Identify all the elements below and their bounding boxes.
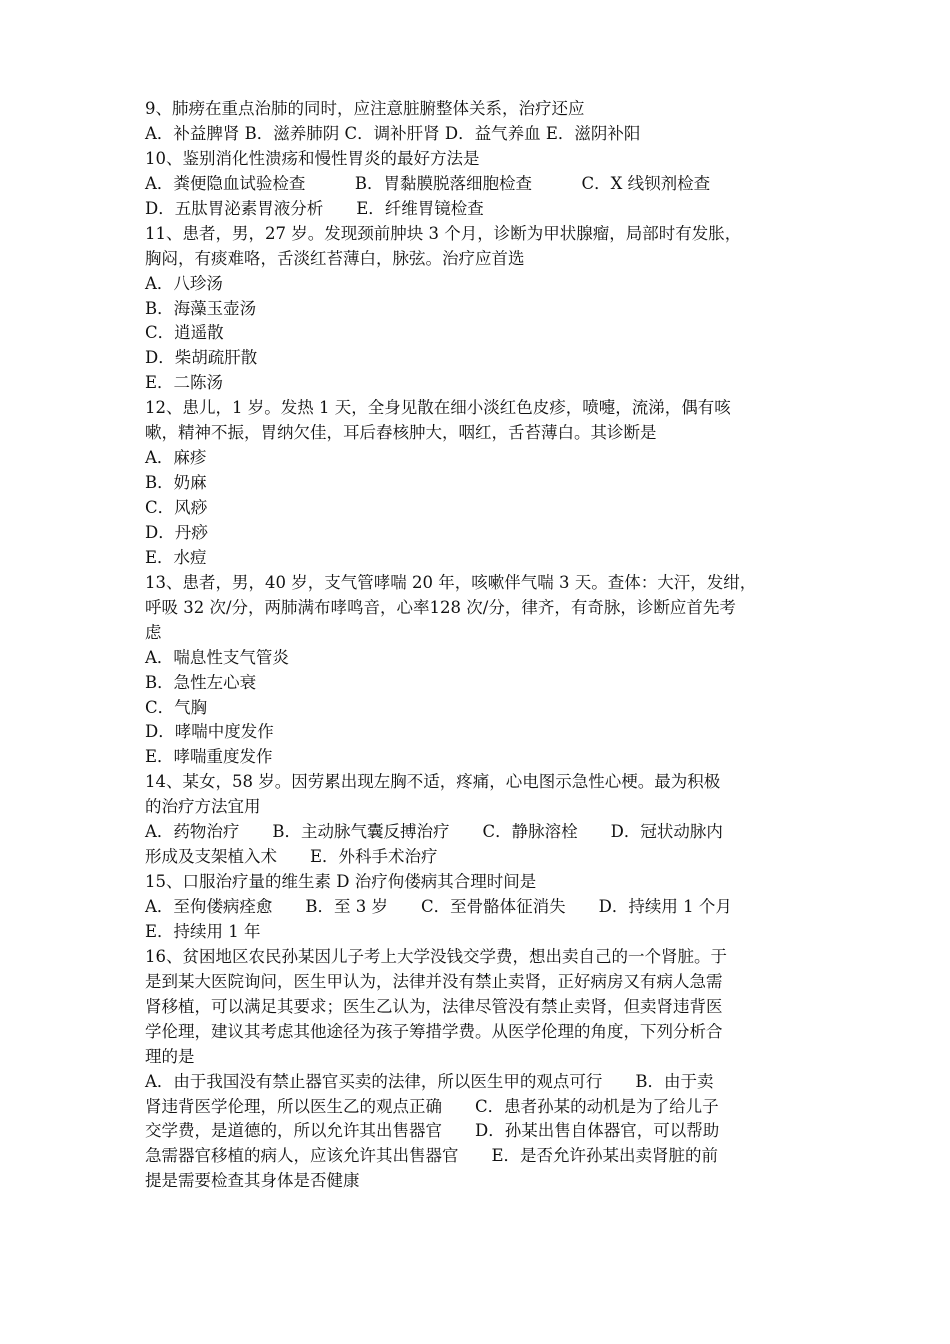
document-page — [145, 97, 810, 1194]
text-line: 呼吸 32 次/分，两肺满布哮鸣音，心率128 次/分，律齐，有奇脉，诊断应首先考 — [145, 597, 736, 617]
text-line: 形成及支架植入术 E．外科手术治疗 — [145, 847, 438, 867]
text-line: 13、患者，男，40 岁，支气管哮喘 20 年，咳嗽伴气喘 3 天。查体：大汗，发绀， — [145, 572, 757, 592]
text-line: 肾移植，可以满足其要求；医生乙认为，法律尽管没有禁止卖肾，但卖肾违背医 — [145, 996, 723, 1016]
text-line: E．二陈汤 — [145, 373, 224, 393]
text-line: A．八珍汤 — [145, 273, 223, 293]
text-line: 胸闷，有痰难咯，舌淡红苔薄白，脉弦。治疗应首选 — [145, 248, 525, 268]
text-line: C．逍遥散 — [145, 323, 224, 343]
text-line: 14、某女，58 岁。因劳累出现左胸不适，疼痛，心电图示急性心梗。最为积极 — [145, 772, 721, 792]
text-line: C．风痧 — [145, 498, 208, 517]
text-line: 16、贫困地区农民孙某因儿子考上大学没钱交学费，想出卖自己的一个肾脏。于 — [145, 946, 727, 966]
text-line: A．至佝偻病痊愈 B．至 3 岁 C．至骨骼体征消失 D．持续用 1 个月 — [145, 897, 732, 916]
text-line: 15、口服治疗量的维生素 D 治疗佝偻病其合理时间是 — [145, 872, 537, 892]
text-line: D．柴胡疏肝散 — [145, 348, 258, 368]
text-line: D．丹痧 — [145, 522, 208, 542]
text-line: 理的是 — [145, 1046, 195, 1066]
text-line: 学伦理，建议其考虑其他途径为孩子筹措学费。从医学伦理的角度，下列分析合 — [145, 1021, 723, 1041]
text-line: 的治疗方法宜用 — [145, 797, 261, 817]
text-line: A．粪便隐血试验检查 B．胃黏膜脱落细胞检查 C．X 线钡剂检查 — [145, 173, 711, 193]
text-line: C．气胸 — [145, 697, 208, 717]
text-line: E．持续用 1 年 — [145, 921, 261, 941]
text-line: A．喘息性支气管炎 — [145, 647, 289, 667]
text-line: 嗽，精神不振，胃纳欠佳，耳后舂核肿大，咽红，舌苔薄白。其诊断是 — [145, 423, 657, 443]
text-line: D．哮喘中度发作 — [145, 722, 274, 742]
text-line: E．哮喘重度发作 — [145, 747, 273, 767]
text-line: A．麻疹 — [145, 448, 207, 468]
text-line: 交学费，是道德的，所以允许其出售器官 D．孙某出售自体器官，可以帮助 — [145, 1121, 720, 1141]
text-line: A．由于我国没有禁止器官买卖的法律，所以医生甲的观点可行 B．由于卖 — [145, 1071, 714, 1091]
text-line: B．海藻玉壶汤 — [145, 298, 257, 318]
text-line: B．奶麻 — [145, 473, 207, 493]
text-line: B．急性左心衰 — [145, 672, 257, 692]
text-line: 虑 — [145, 622, 162, 642]
text-line: 肾违背医学伦理，所以医生乙的观点正确 C．患者孙某的动机是为了给儿子 — [145, 1096, 719, 1116]
text-line: D．五肽胃泌素胃液分析 E．纤维胃镜检查 — [145, 198, 484, 218]
text-line: A．药物治疗 B．主动脉气囊反搏治疗 C．静脉溶栓 D．冠状动脉内 — [145, 822, 723, 842]
text-line: 提是需要检查其身体是否健康 — [145, 1171, 360, 1191]
text-line: 10、鉴别消化性溃疡和慢性胃炎的最好方法是 — [145, 148, 480, 168]
text-line: E．水痘 — [145, 547, 207, 567]
text-line: 12、患儿，1 岁。发热 1 天，全身见散在细小淡红色皮疹，喷嚏，流涕，偶有咳 — [145, 398, 731, 418]
text-line: 9、肺痨在重点治肺的同时，应注意脏腑整体关系，治疗还应 — [145, 99, 585, 118]
text-line: A．补益脾肾 B．滋养肺阴 C．调补肝肾 D．益气养血 E．滋阴补阳 — [145, 123, 641, 143]
text-line: 急需器官移植的病人，应该允许其出售器官 E．是否允许孙某出卖肾脏的前 — [145, 1146, 719, 1166]
text-line: 11、患者，男，27 岁。发现颈前肿块 3 个月，诊断为甲状腺瘤，局部时有发胀， — [145, 223, 742, 243]
text-line: 是到某大医院询问，医生甲认为，法律并没有禁止卖肾，正好病房又有病人急需 — [145, 971, 723, 991]
